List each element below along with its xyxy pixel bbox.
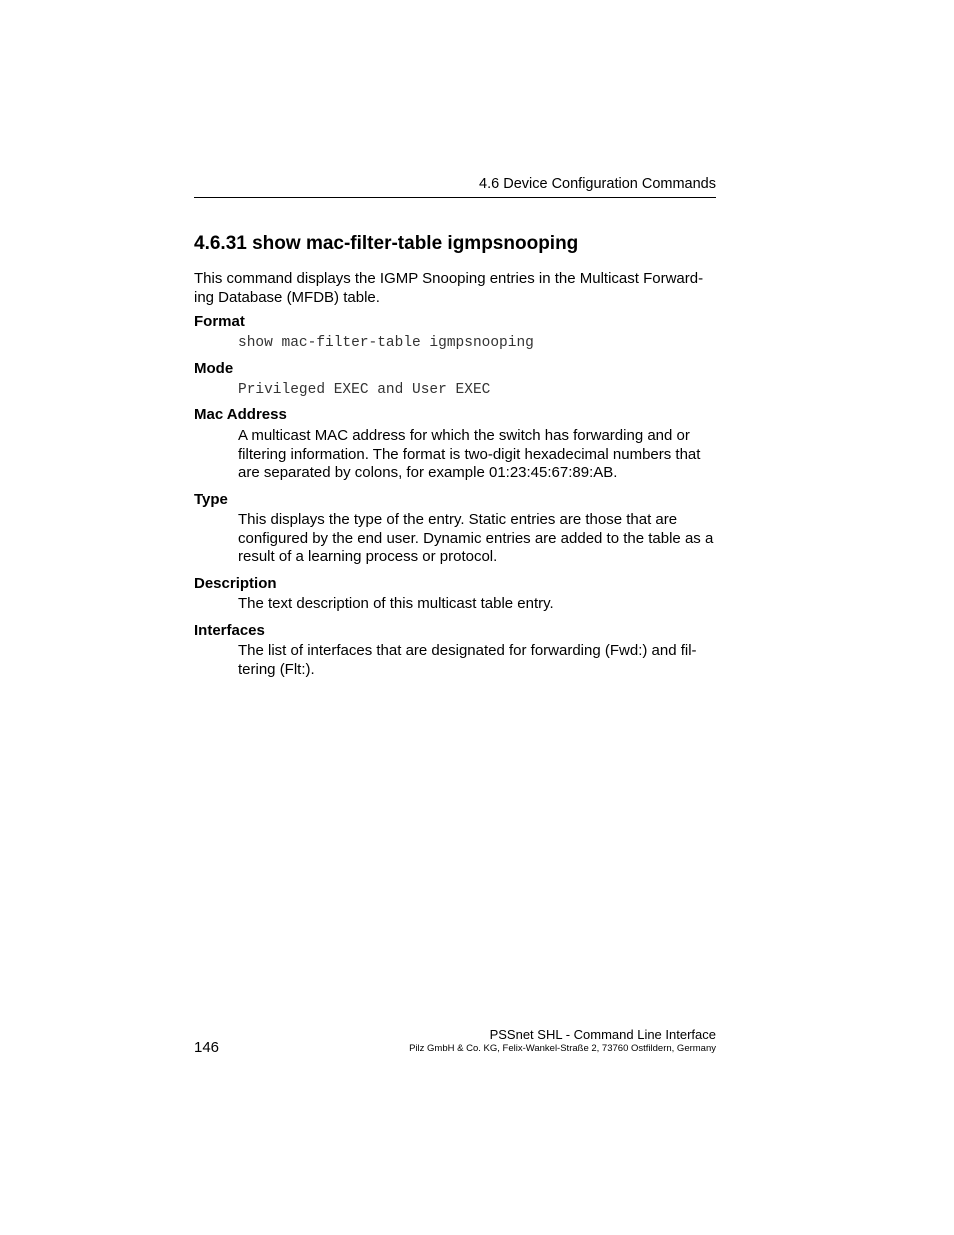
mode-value: Privileged EXEC and User EXEC [238, 382, 491, 398]
footer-document-title: PSSnet SHL - Command Line Interface [489, 1027, 716, 1042]
field-description-description: The text description of this multicast table entry. [238, 595, 554, 612]
footer-address: Pilz GmbH & Co. KG, Felix-Wankel-Straße 2, 73760 Ostfildern, Germany [409, 1043, 716, 1054]
mode-label: Mode [194, 360, 234, 377]
page-number: 146 [194, 1039, 220, 1056]
format-command: show mac-filter-table igmpsnooping [238, 335, 534, 351]
field-label-interfaces: Interfaces [194, 622, 265, 639]
field-label-mac-address: Mac Address [194, 406, 287, 423]
field-description-mac-address: A multicast MAC address for which the switch has forwarding and or filtering information. The format is two-digit hexadecimal numbers that are separated by colons, for example 01:23:45:67:89:AB. [238, 427, 701, 481]
field-label-type: Type [194, 491, 228, 508]
field-label-description: Description [194, 575, 277, 592]
section-intro: This command displays the IGMP Snooping entries in the Multicast Forward-ing Database (MFDB) table. [194, 270, 704, 306]
field-description-type: This displays the type of the entry. Static entries are those that are configured by the end user. Dynamic entries are added to the table as a result of a learning process or protocol. [238, 511, 714, 565]
section-title: 4.6.31 show mac-filter-table igmpsnooping [194, 233, 579, 254]
format-label: Format [194, 313, 245, 330]
field-description-interfaces: The list of interfaces that are designated for forwarding (Fwd:) and fil-tering (Flt:). [238, 642, 697, 678]
header-rule [194, 197, 716, 198]
running-header: 4.6 Device Configuration Commands [479, 176, 716, 192]
